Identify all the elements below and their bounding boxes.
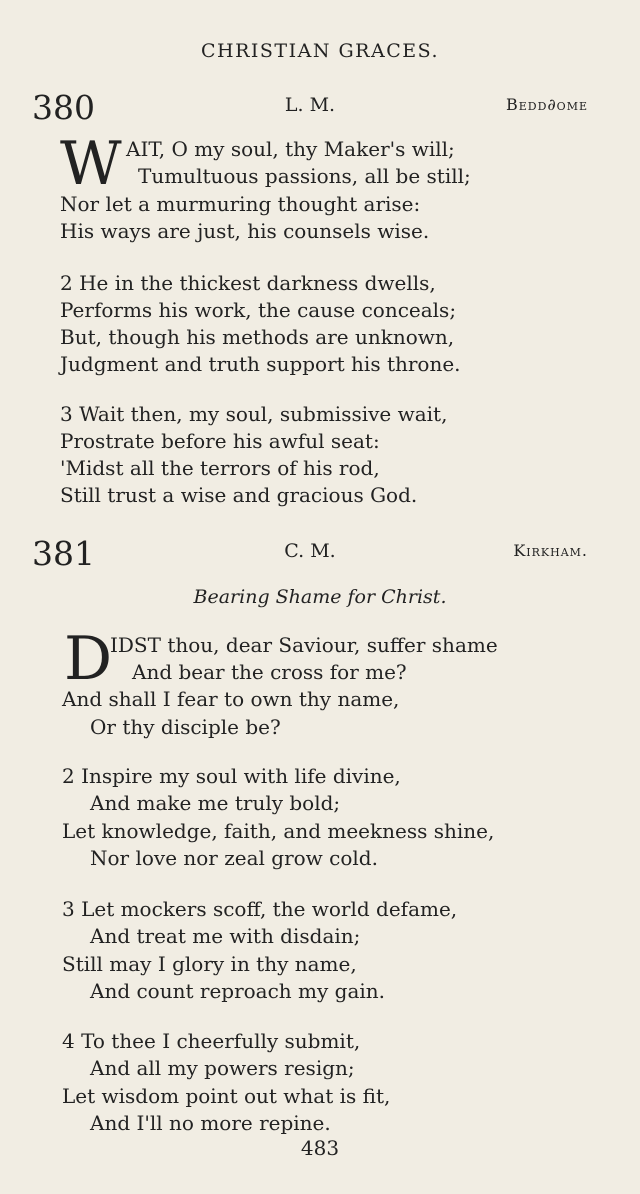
- hymn-meter: C. M.: [284, 540, 336, 562]
- verse-line: And all my powers resign;: [90, 1056, 355, 1080]
- verse-line: AIT, O my soul, thy Maker's will;: [126, 137, 455, 161]
- verse-line: And I'll no more repine.: [90, 1111, 331, 1135]
- verse-line: Nor love nor zeal grow cold.: [90, 846, 378, 870]
- verse-line: Still trust a wise and gracious God.: [60, 483, 418, 507]
- verse-line: Let wisdom point out what is fit,: [62, 1084, 391, 1108]
- running-head: CHRISTIAN GRACES.: [201, 40, 439, 62]
- drop-cap: D: [64, 624, 113, 694]
- drop-cap: W: [60, 129, 122, 199]
- hymn-381-header: [32, 534, 588, 574]
- verse-line: 3 Let mockers scoff, the world defame,: [62, 897, 458, 921]
- hymn-number: 381: [32, 534, 95, 573]
- verse-line: And count reproach my gain.: [90, 979, 386, 1003]
- page-number: 483: [300, 1136, 340, 1160]
- verse-line: IDST thou, dear Saviour, suffer shame: [110, 633, 498, 657]
- hymn-tune: Bedd∂ome: [505, 95, 588, 114]
- verse-line: But, though his methods are unknown,: [60, 325, 455, 349]
- verse-line: Prostrate before his awful seat:: [60, 429, 380, 453]
- verse-line: Tumultuous passions, all be still;: [138, 164, 471, 188]
- verse-line: And treat me with disdain;: [90, 924, 361, 948]
- verse-line: 2 Inspire my soul with life divine,: [62, 764, 401, 788]
- verse-line: Or thy disciple be?: [90, 715, 281, 739]
- hymn-tune: Kirkham.: [513, 541, 588, 560]
- hymn-380-header: [32, 88, 588, 128]
- verse-line: Performs his work, the cause conceals;: [60, 298, 457, 322]
- hymn-number: 380: [32, 88, 95, 127]
- verse-line: 'Midst all the terrors of his rod,: [60, 456, 380, 480]
- verse-line: And shall I fear to own thy name,: [62, 687, 400, 711]
- hymn-subtitle: Bearing Shame for Christ.: [193, 586, 447, 608]
- verse-line: Nor let a murmuring thought arise:: [60, 192, 421, 216]
- verse-line: 3 Wait then, my soul, submissive wait,: [60, 402, 448, 426]
- verse-line: And make me truly bold;: [90, 791, 341, 815]
- verse-line: Judgment and truth support his throne.: [60, 352, 461, 376]
- verse-line: His ways are just, his counsels wise.: [60, 219, 430, 243]
- verse-line: Still may I glory in thy name,: [62, 952, 357, 976]
- verse-line: Let knowledge, faith, and meekness shine,: [62, 819, 495, 843]
- verse-line: 2 He in the thickest darkness dwells,: [60, 271, 436, 295]
- verse-line: 4 To thee I cheerfully submit,: [62, 1029, 361, 1053]
- verse-line: And bear the cross for me?: [132, 660, 407, 684]
- hymn-meter: L. M.: [284, 94, 336, 116]
